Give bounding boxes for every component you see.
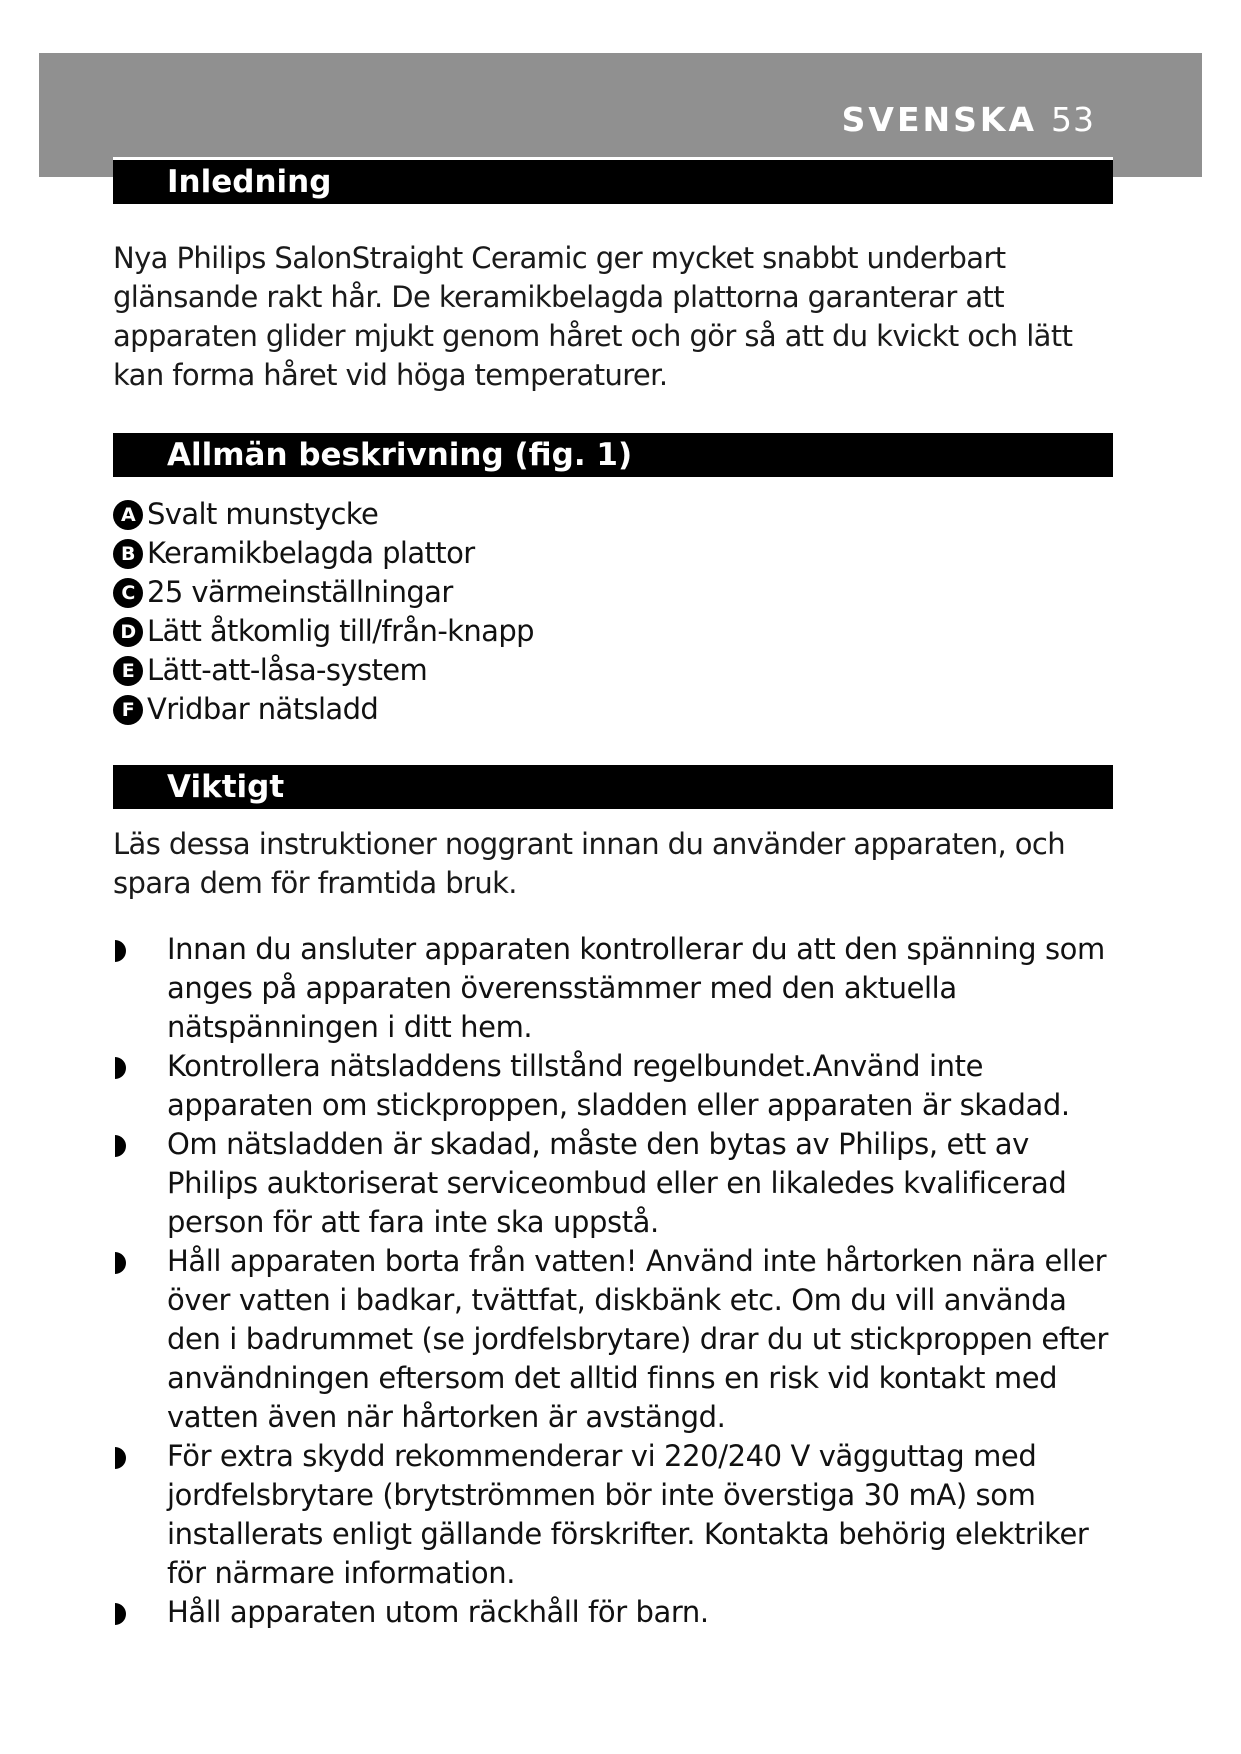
safety-bullets [113, 930, 1123, 1632]
list-item [113, 1437, 1123, 1593]
letter-e-icon: E [113, 656, 143, 686]
letter-c-icon: C [113, 578, 143, 608]
bullet-text: Håll apparaten utom räckhåll för barn. [167, 1595, 709, 1629]
part-label: Lätt åtkomlig till/från-knapp [147, 614, 534, 648]
part-item [113, 690, 534, 729]
important-paragraph: Läs dessa instruktioner noggrant innan du använder apparaten, och spara dem för framtida bruk. [113, 827, 1066, 900]
section-heading-description: Allmän beskrivning (fig. 1) [113, 433, 1113, 477]
letter-b-icon: B [113, 539, 143, 569]
part-label: 25 värmeinställningar [147, 575, 453, 609]
language-label: SVENSKA [841, 100, 1037, 139]
bullet-icon [115, 1252, 126, 1274]
bullet-icon [115, 940, 126, 962]
letter-d-icon: D [113, 617, 143, 647]
bullet-icon [115, 1135, 126, 1157]
list-item [113, 1047, 1123, 1125]
bullet-text: Innan du ansluter apparaten kontrollerar du att den spänning som anges på apparaten överensstämmer med den aktuella nätspänningen i ditt hem. [167, 932, 1105, 1044]
intro-paragraph: Nya Philips SalonStraight Ceramic ger mycket snabbt underbart glänsande rakt hår. De keramikbelagda plattorna garanterar att apparaten glider mjukt genom håret och gör så att du kvickt och lätt kan forma håret vid höga temperaturer. [113, 241, 1073, 392]
parts-list [113, 495, 534, 729]
bullet-text: Om nätsladden är skadad, måste den bytas av Philips, ett av Philips auktoriserat serviceombud eller en likaledes kvalificerad person för att fara inte ska uppstå. [167, 1127, 1067, 1239]
part-label: Lätt-att-låsa-system [147, 653, 428, 687]
bullet-icon [115, 1057, 126, 1079]
page-number: 53 [1051, 100, 1095, 139]
bullet-text: Kontrollera nätsladdens tillstånd regelbundet.Använd inte apparaten om stickproppen, sladden eller apparaten är skadad. [167, 1049, 1070, 1122]
letter-f-icon: F [113, 695, 143, 725]
list-item [113, 930, 1123, 1047]
part-item [113, 573, 534, 612]
part-label: Svalt munstycke [147, 497, 379, 531]
part-item [113, 651, 534, 690]
running-head [842, 100, 1095, 139]
section-heading-important: Viktigt [113, 765, 1113, 809]
bullet-text: Håll apparaten borta från vatten! Använd inte hårtorken nära eller över vatten i badkar, tvättfat, diskbänk etc. Om du vill använda den i badrummet (se jordfelsbrytare) drar du ut stickproppen efter användningen eftersom det alltid finns en risk vid kontakt med vatten även när hårtorken är avstängd. [167, 1244, 1109, 1434]
letter-a-icon: A [113, 500, 143, 530]
list-item [113, 1242, 1123, 1437]
bullet-text: För extra skydd rekommenderar vi 220/240 V vägguttag med jordfelsbrytare (brytströmmen bör inte överstiga 30 mA) som installerats enligt gällande förskrifter. Kontakta behörig elektriker för närmare information. [167, 1439, 1089, 1590]
list-item [113, 1593, 1123, 1632]
list-item [113, 1125, 1123, 1242]
bullet-icon [115, 1447, 126, 1469]
bullet-icon [115, 1603, 126, 1625]
part-label: Vridbar nätsladd [147, 692, 379, 726]
section-heading-intro: Inledning [113, 160, 1113, 204]
part-item [113, 495, 534, 534]
part-item [113, 534, 534, 573]
part-label: Keramikbelagda plattor [147, 536, 475, 570]
part-item [113, 612, 534, 651]
